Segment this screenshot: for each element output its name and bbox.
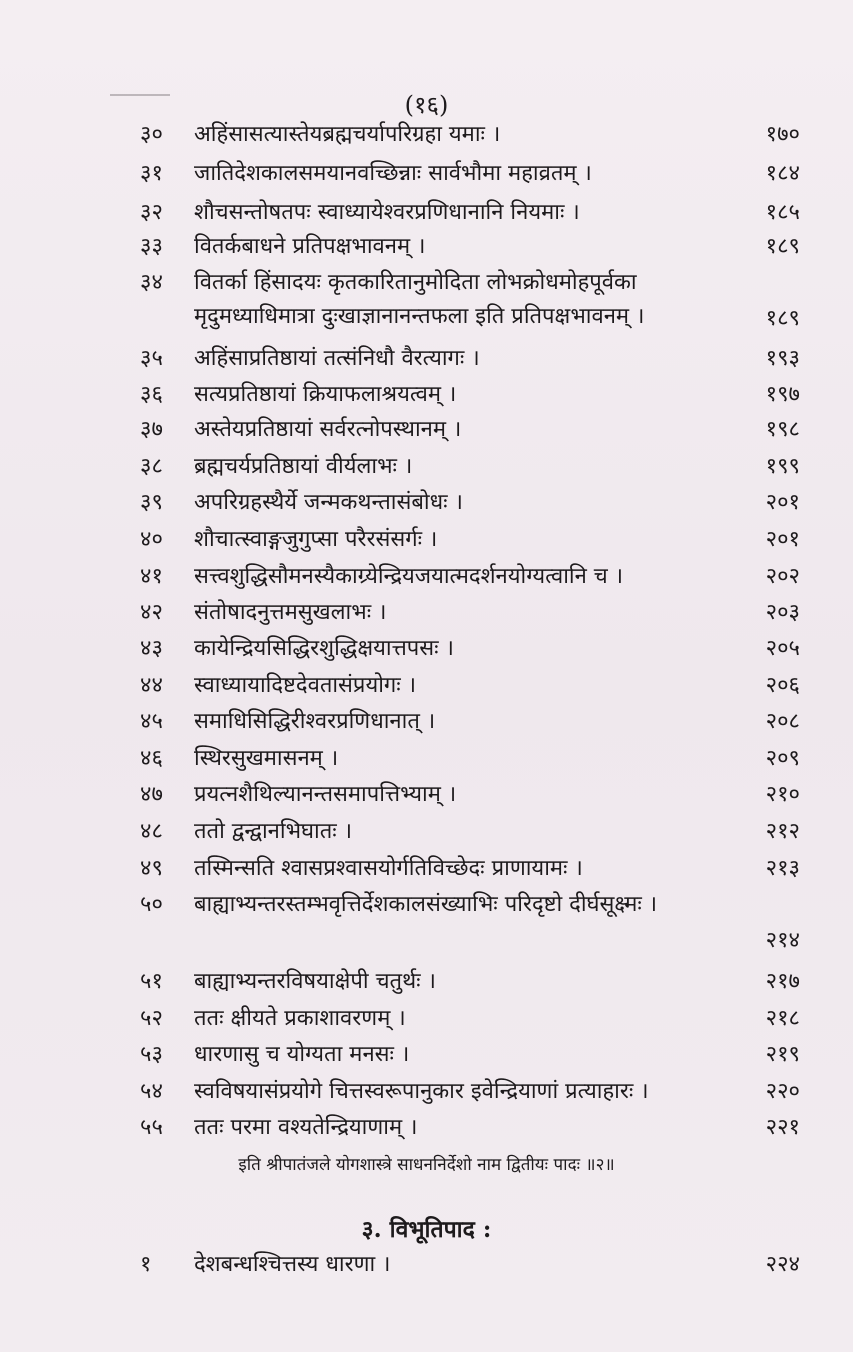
index-entry bbox=[140, 1111, 800, 1145]
index-entry bbox=[140, 230, 800, 264]
page-reference: २१८ bbox=[765, 1006, 800, 1031]
sutra-number: ३६ bbox=[140, 382, 163, 407]
index-entry bbox=[140, 1038, 800, 1072]
page-reference: १८९ bbox=[765, 306, 800, 331]
index-entry bbox=[140, 196, 800, 230]
sutra-number: ४० bbox=[140, 527, 163, 552]
sutra-text: तस्मिन्सति श्वासप्रश्वासयोर्गतिविच्छेदः प्राणायामः । bbox=[194, 856, 583, 881]
sutra-text: ततः परमा वश्यतेन्द्रियाणाम् । bbox=[194, 1115, 418, 1140]
index-entry bbox=[140, 888, 800, 958]
sutra-text: प्रयत्नशैथिल्यानन्तसमापत्तिभ्याम् । bbox=[194, 782, 457, 807]
index-entry bbox=[140, 1075, 800, 1109]
page-reference: १९९ bbox=[765, 454, 800, 479]
sutra-number: १ bbox=[140, 1252, 152, 1277]
sutra-text: ततो द्वन्द्वानभिघातः । bbox=[194, 819, 353, 844]
index-entry bbox=[140, 596, 800, 630]
page-reference: २१२ bbox=[765, 819, 800, 844]
sutra-text: अपरिग्रहस्थैर्ये जन्मकथन्तासंबोधः । bbox=[194, 490, 463, 515]
page-reference: २०८ bbox=[765, 709, 800, 734]
sutra-number: ४५ bbox=[140, 709, 163, 734]
index-entry bbox=[140, 852, 800, 886]
page-reference: २१७ bbox=[765, 969, 800, 994]
page-reference: १८९ bbox=[765, 234, 800, 259]
page-reference: २०५ bbox=[765, 636, 800, 661]
sutra-number: ४४ bbox=[140, 673, 163, 698]
sutra-number: ५२ bbox=[140, 1006, 163, 1031]
sutra-text: सत्त्वशुद्धिसौमनस्यैकाग्र्येन्द्रियजयात्मदर्शनयोग्यत्वानि च । bbox=[194, 564, 624, 589]
sutra-text: वितर्कबाधने प्रतिपक्षभावनम् । bbox=[194, 234, 426, 259]
sutra-number: ५१ bbox=[140, 969, 163, 994]
sutra-number: ३८ bbox=[140, 454, 163, 479]
sutra-number: ४९ bbox=[140, 856, 163, 881]
index-entry bbox=[140, 523, 800, 557]
index-entry bbox=[140, 157, 800, 191]
sutra-number: ३२ bbox=[140, 200, 163, 225]
page-number: (१६) bbox=[404, 91, 449, 119]
sutra-number: ३७ bbox=[140, 417, 163, 442]
sutra-text: अहिंसासत्यास्तेयब्रह्मचर्यापरिग्रहा यमाः । bbox=[194, 122, 501, 147]
page-reference: १८५ bbox=[765, 200, 800, 225]
sutra-text: अस्तेयप्रतिष्ठायां सर्वरत्नोपस्थानम् । bbox=[194, 417, 462, 442]
page-reference: २१३ bbox=[765, 856, 800, 881]
sutra-text: बाह्याभ्यन्तरविषयाक्षेपी चतुर्थः । bbox=[194, 969, 436, 994]
sutra-number: ४३ bbox=[140, 636, 163, 661]
index-entry bbox=[140, 815, 800, 849]
sutra-number: ३९ bbox=[140, 490, 163, 515]
sutra-number: ४८ bbox=[140, 819, 163, 844]
sutra-number: ५५ bbox=[140, 1115, 163, 1140]
page-reference: १९८ bbox=[765, 417, 800, 442]
sutra-number: ५० bbox=[140, 892, 163, 917]
sutra-text: समाधिसिद्धिरीश्वरप्रणिधानात् । bbox=[194, 709, 436, 734]
sutra-text: स्वाध्यायादिष्टदेवतासंप्रयोगः । bbox=[194, 673, 417, 698]
page-reference: २०६ bbox=[765, 673, 800, 698]
index-entry bbox=[140, 378, 800, 412]
chapter-colophon: इति श्रीपातंजले योगशास्त्रे साधननिर्देशो नाम द्वितीयः पादः ॥२॥ bbox=[238, 1155, 615, 1175]
index-entry bbox=[140, 560, 800, 594]
index-entry bbox=[140, 669, 800, 703]
index-entry bbox=[140, 486, 800, 520]
sutra-text: धारणासु च योग्यता मनसः । bbox=[194, 1042, 410, 1067]
section-heading: ३. विभूतिपाद : bbox=[361, 1216, 492, 1243]
sutra-text: शौचसन्तोषतपः स्वाध्यायेश्वरप्रणिधानानि नियमाः । bbox=[194, 200, 580, 225]
sutra-number: ४७ bbox=[140, 782, 163, 807]
sutra-text: संतोषादनुत्तमसुखलाभः । bbox=[194, 600, 387, 625]
index-entry bbox=[140, 1002, 800, 1036]
sutra-number: ३१ bbox=[140, 161, 163, 186]
page-reference: २२० bbox=[765, 1079, 800, 1104]
sutra-text: शौचात्स्वाङ्गजुगुप्सा परैरसंसर्गः । bbox=[194, 527, 438, 552]
sutra-number: ३४ bbox=[140, 270, 163, 295]
sutra-number: ४१ bbox=[140, 564, 163, 589]
index-entry bbox=[140, 342, 800, 376]
page-reference: २०२ bbox=[765, 564, 800, 589]
page-reference: २१४ bbox=[765, 928, 800, 953]
sutra-text: वितर्का हिंसादयः कृतकारितानुमोदिता लोभक्रोधमोहपूर्वका मृदुमध्याधिमात्रा दुःखाज्ञानानन्तफला इति प्रतिपक्षभावनम् । bbox=[194, 270, 645, 329]
sutra-number: ३५ bbox=[140, 346, 163, 371]
sutra-text: ब्रह्मचर्यप्रतिष्ठायां वीर्यलाभः । bbox=[194, 454, 413, 479]
index-entry bbox=[140, 705, 800, 739]
index-entry bbox=[140, 1248, 800, 1282]
page-reference: २२४ bbox=[765, 1252, 800, 1277]
page-reference: २२१ bbox=[765, 1115, 800, 1140]
sutra-text: स्थिरसुखमासनम् । bbox=[194, 746, 339, 771]
sutra-number: ४६ bbox=[140, 746, 163, 771]
sutra-text: ततः क्षीयते प्रकाशावरणम् । bbox=[194, 1006, 406, 1031]
sutra-text: सत्यप्रतिष्ठायां क्रियाफलाश्रयत्वम् । bbox=[194, 382, 457, 407]
index-entry bbox=[140, 266, 800, 336]
sutra-text: देशबन्धश्चित्तस्य धारणा । bbox=[194, 1252, 391, 1277]
sutra-text: स्वविषयासंप्रयोगे चित्तस्वरूपानुकार इवेन्द्रियाणां प्रत्याहारः । bbox=[194, 1079, 649, 1104]
page-reference: १८४ bbox=[765, 161, 800, 186]
page-reference: २०१ bbox=[765, 527, 800, 552]
index-entry bbox=[140, 450, 800, 484]
sutra-number: ४२ bbox=[140, 600, 163, 625]
index-entry bbox=[140, 413, 800, 447]
sutra-text: कायेन्द्रियसिद्धिरशुद्धिक्षयात्तपसः । bbox=[194, 636, 454, 661]
sutra-text: अहिंसाप्रतिष्ठायां तत्संनिधौ वैरत्यागः । bbox=[194, 346, 480, 371]
sutra-number: ५४ bbox=[140, 1079, 163, 1104]
index-entry bbox=[140, 742, 800, 776]
index-entry bbox=[140, 632, 800, 666]
page-reference: १९७ bbox=[765, 382, 800, 407]
page-reference: २१९ bbox=[765, 1042, 800, 1067]
page-reference: २०१ bbox=[765, 490, 800, 515]
index-entry bbox=[140, 118, 800, 152]
index-entry bbox=[140, 778, 800, 812]
sutra-text: जातिदेशकालसमयानवच्छिन्नाः सार्वभौमा महाव्रतम् । bbox=[194, 161, 592, 186]
sutra-number: ३० bbox=[140, 122, 163, 147]
sutra-number: ५३ bbox=[140, 1042, 163, 1067]
page-reference: २०३ bbox=[765, 600, 800, 625]
page-reference: २०९ bbox=[765, 746, 800, 771]
page-reference: २१० bbox=[765, 782, 800, 807]
index-entry bbox=[140, 965, 800, 999]
sutra-number: ३३ bbox=[140, 234, 163, 259]
sutra-text: बाह्याभ्यन्तरस्तम्भवृत्तिर्देशकालसंख्याभिः परिदृष्टो दीर्घसूक्ष्मः । bbox=[194, 892, 658, 917]
page-reference: १९३ bbox=[765, 346, 800, 371]
page-reference: १७० bbox=[765, 122, 800, 147]
